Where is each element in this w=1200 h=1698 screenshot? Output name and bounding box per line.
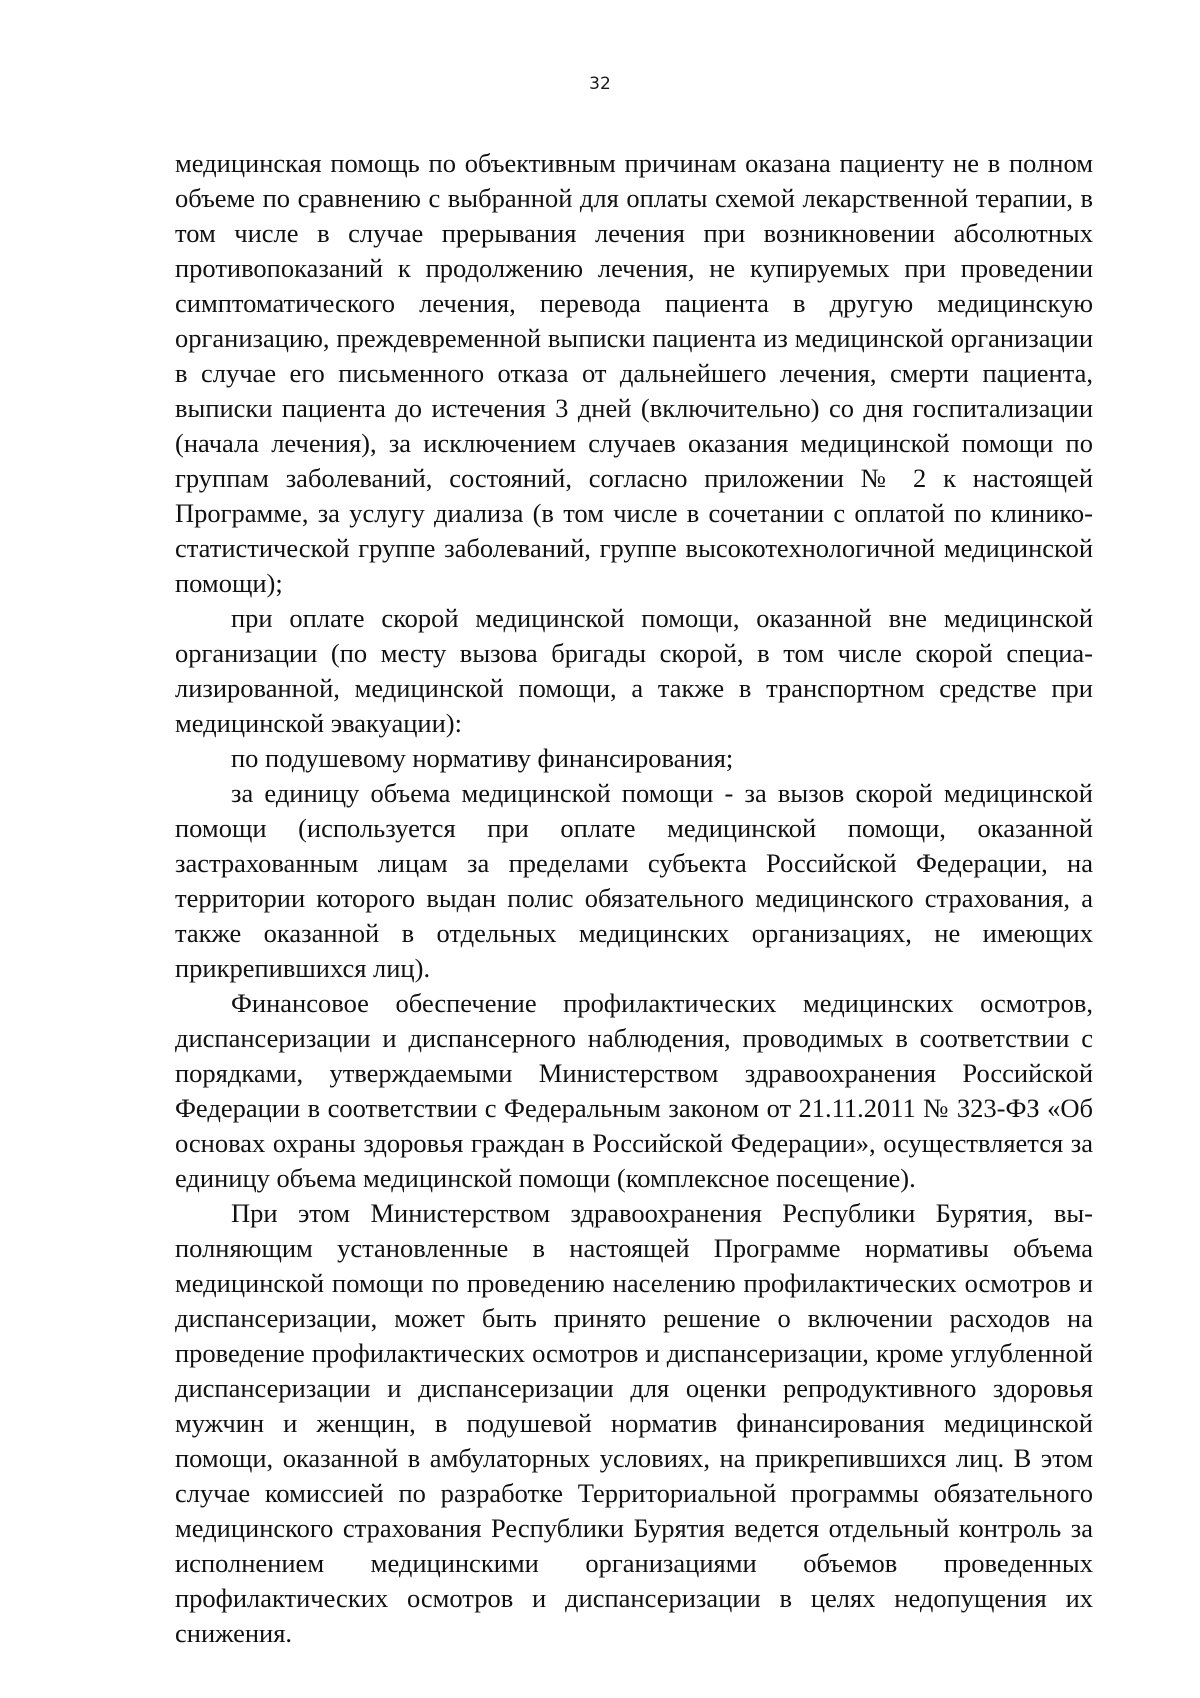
- body-text: [175, 146, 1093, 1651]
- paragraph-5: Финансовое обеспечение профилактических медицинских осмотров, диспансеризации и диспансерного наблюдения, проводимых в соответствии с порядками, утверждаемыми Министерством здравоохранения Российской Федерации в соответствии с Федеральным законом от 21.11.2011 № 323-ФЗ «Об основах охраны здоровья граждан в Российской Федерации», осуществляется за единицу объема медицинской помощи (комплексное посещение).: [175, 988, 1093, 1193]
- paragraph-4: за единицу объема медицинской помощи - за вызов скорой медицинской помощи (используется при оплате медицинской помощи, оказанной застрахованным лицам за пределами субъекта Российской Федерации, на территории которого выдан полис обязательного медицинского страхования, а также оказанной в отдельных медицинских организациях, не имеющих прикрепившихся лиц).: [175, 778, 1093, 983]
- page-number: 32: [589, 74, 611, 94]
- paragraph-2: при оплате скорой медицинской помощи, оказанной вне медицинской организации (по месту вызова бригады скорой, в том числе скорой специализированной, медицинской помощи, а также в транспортном средстве при медицинской эвакуации):: [175, 603, 1093, 738]
- paragraph-1: медицинская помощь по объективным причинам оказана пациенту не в полном объеме по сравнению с выбранной для оплаты схемой лекарственной терапии, в том числе в случае прерывания лечения при возникновении абсолютных противопоказаний к продолжению лечения, не купируемых при проведении симптоматического лечения, перевода пациента в другую медицинскую организацию, преждевременной выписки пациента из медицинской организации в случае его письменного отказа от дальнейшего лечения, смерти пациента, выписки пациента до истечения 3 дней (включительно) со дня госпитализации (начала лечения), за исключением случаев оказания медицинской помощи по группам заболеваний, состояний, согласно приложении № 2 к настоящей Программе, за услугу диализа (в том числе в сочетании с оплатой по клинико-статистической группе заболеваний, группе высокотехнологичной медицинской помощи);: [175, 148, 1093, 598]
- paragraph-3: по подушевому нормативу финансирования;: [231, 743, 734, 773]
- paragraph-6: При этом Министерством здравоохранения Республики Бурятия, выполняющим установленные в настоящей Программе нормативы объема медицинской помощи по проведению населению профилактических осмотров и диспансеризации, может быть принято решение о включении расходов на проведение профилактических осмотров и диспансеризации, кроме углубленной диспансеризации и диспансеризации для оценки репродуктивного здоровья мужчин и женщин, в подушевой норматив финансирования медицинской помощи, оказанной в амбулаторных условиях, на прикрепившихся лиц. В этом случае комиссией по разработке Территориальной программы обязательного медицинского страхования Республики Бурятия ведется отдельный контроль за исполнением медицинскими организациями объемов проведенных профилактических осмотров и диспансеризации в целях недопущения их снижения.: [175, 1198, 1093, 1648]
